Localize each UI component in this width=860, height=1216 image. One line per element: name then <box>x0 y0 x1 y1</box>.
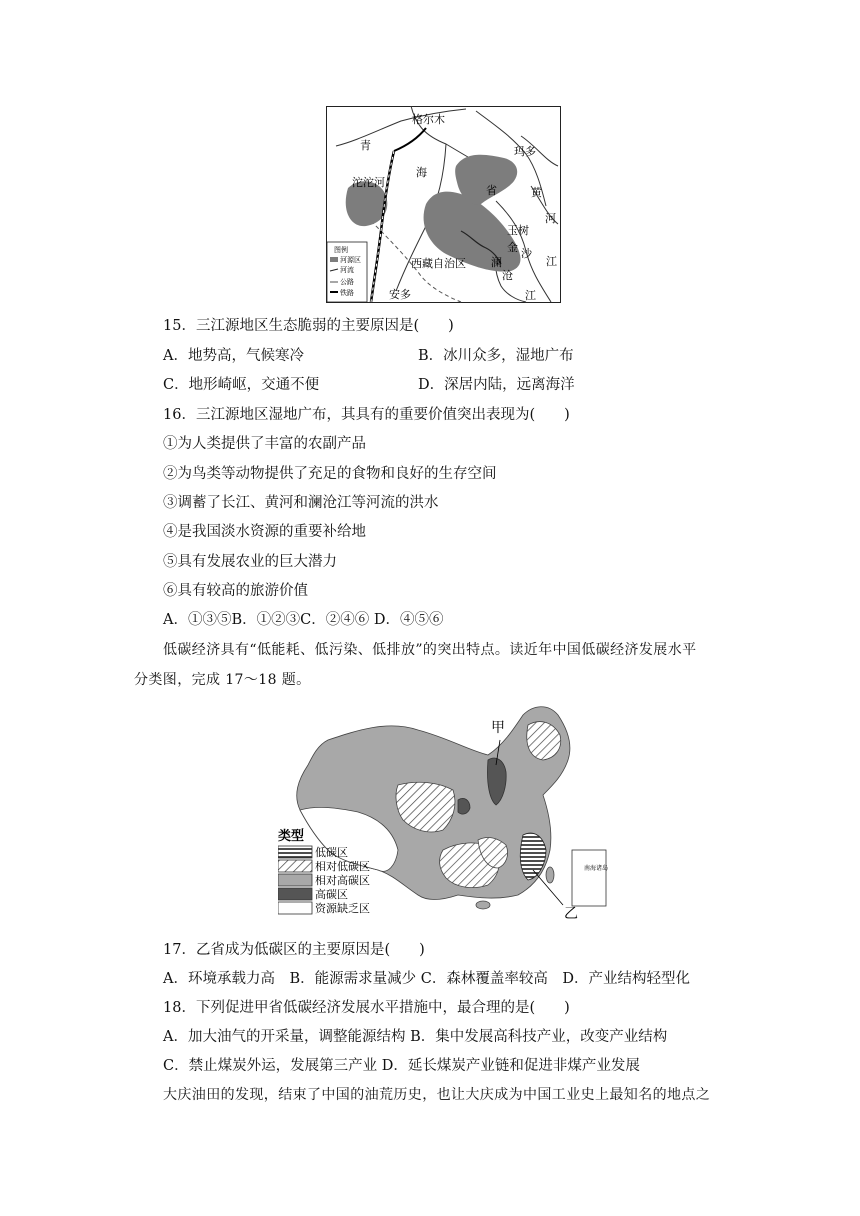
label-sha: 沙 <box>521 247 532 260</box>
label-jia: 甲 <box>491 720 505 736</box>
label-maduo: 玛多 <box>514 145 536 158</box>
sanjiangyuan-map <box>326 106 562 304</box>
legend-relatively-low: 相对低碳区 <box>315 860 370 873</box>
legend-title: 图例 <box>334 246 348 254</box>
label-jiang-lancang: 江 <box>525 289 536 302</box>
china-low-carbon-map <box>278 700 608 925</box>
q15-option-b: B．冰川众多，湿地广布 <box>418 348 574 364</box>
label-lan: 澜 <box>491 256 502 269</box>
q17-stem: 17．乙省成为低碳区的主要原因是( ) <box>163 942 425 958</box>
label-jiang-yangtze: 江 <box>546 255 557 268</box>
legend-item-source: 河源区 <box>340 256 361 264</box>
q16-item-3: ③调蓄了长江、黄河和澜沧江等河流的洪水 <box>163 495 439 511</box>
q16-item-6: ⑥具有较高的旅游价值 <box>163 583 308 599</box>
q17-options: A．环境承载力高 B．能源需求量减少 C．森林覆盖率较高 D．产业结构轻型化 <box>163 971 690 987</box>
q18-options-line-2: C．禁止煤炭外运，发展第三产业 D．延长煤炭产业链和促进非煤产业发展 <box>163 1058 640 1074</box>
label-jin: 金 <box>507 241 518 254</box>
legend-item-river: 河流 <box>340 266 354 274</box>
q15-option-a: A．地势高，气候寒冷 <box>163 348 304 364</box>
label-anduo: 安多 <box>389 288 411 301</box>
q16-stem: 16．三江源地区湿地广布，其具有的重要价值突出表现为( ) <box>163 407 570 423</box>
label-yushu: 玉树 <box>507 224 529 237</box>
label-tuotuo: 沱沱河 <box>352 176 385 189</box>
intro-line-2: 分类图，完成 17～18 题。 <box>134 672 311 688</box>
q18-stem: 18．下列促进甲省低碳经济发展水平措施中，最合理的是( ) <box>163 1000 570 1016</box>
label-cang: 沧 <box>502 269 513 282</box>
legend-resource-scarce: 资源缺乏区 <box>315 902 370 915</box>
q16-item-4: ④是我国淡水资源的重要补给地 <box>163 524 366 540</box>
label-he: 河 <box>545 212 556 225</box>
legend-item-railway: 铁路 <box>340 289 354 297</box>
label-xizang: 西藏自治区 <box>411 257 466 270</box>
intro-line-1: 低碳经济具有“低能耗、低污染、低排放”的突出特点。读近年中国低碳经济发展水平 <box>163 642 697 658</box>
q18-options-line-1: A．加大油气的开采量，调整能源结构 B．集中发展高科技产业，改变产业结构 <box>163 1029 668 1045</box>
inset-label: 南海诸岛 <box>584 865 608 872</box>
q16-options: A．①③⑤B．①②③C．②④⑥ D．④⑤⑥ <box>163 612 444 628</box>
legend-item-road: 公路 <box>340 278 354 286</box>
closing-paragraph: 大庆油田的发现，结束了中国的油荒历史，也让大庆成为中国工业史上最知名的地点之 <box>163 1087 711 1103</box>
label-huang: 黄 <box>531 186 542 199</box>
legend-low-carbon: 低碳区 <box>315 846 348 859</box>
q15-stem: 15．三江源地区生态脆弱的主要原因是( ) <box>163 318 454 334</box>
legend-relatively-high: 相对高碳区 <box>315 874 370 887</box>
label-sheng: 省 <box>486 184 497 197</box>
label-qing: 青 <box>360 139 371 152</box>
label-hai: 海 <box>416 166 427 179</box>
q16-item-1: ①为人类提供了丰富的农副产品 <box>163 436 366 452</box>
q15-option-c: C．地形崎岖，交通不便 <box>163 377 320 393</box>
label-golmud: 格尔木 <box>412 113 445 126</box>
label-yi: 乙 <box>564 906 578 922</box>
q15-option-d: D．深居内陆，远离海洋 <box>418 377 575 393</box>
q16-item-2: ②为鸟类等动物提供了充足的食物和良好的生存空间 <box>163 466 497 482</box>
q16-item-5: ⑤具有发展农业的巨大潜力 <box>163 554 337 570</box>
legend-type-title: 类型 <box>278 829 305 844</box>
legend-high-carbon: 高碳区 <box>315 888 348 901</box>
